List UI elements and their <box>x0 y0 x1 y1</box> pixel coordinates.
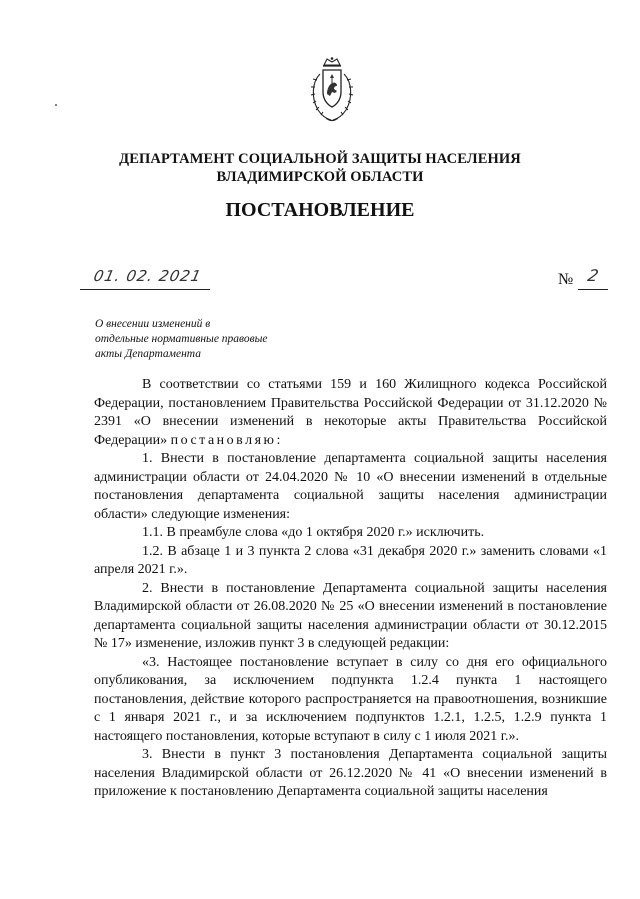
subject-line: отдельные нормативные правовые <box>95 333 268 345</box>
number-field <box>578 266 608 290</box>
paragraph-preamble <box>94 376 607 450</box>
resolving-word: постановляю: <box>170 432 283 448</box>
handwritten-number: 2 <box>585 266 601 285</box>
subject-line: акты Департамента <box>95 348 202 360</box>
document-type-title: ПОСТАНОВЛЕНИЕ <box>225 199 415 221</box>
paragraph-item-1-2: 1.2. В абзаце 1 и 3 пункта 2 слова «31 декабря 2020 г.» заменить словами «1 апреля 2021 г.». <box>94 543 607 577</box>
paragraph-item-3: 3. Внести в пункт 3 постановления Департамента социальной защиты населения Владимирской области от 26.12.2020 № 41 «О внесении изменений в приложение к постановлению Департамента социальной защиты населения <box>94 747 607 799</box>
subject-line: О внесении изменений в <box>95 318 211 330</box>
number-label: № <box>558 271 574 288</box>
preamble-text: В соответствии со статьями 159 и 160 Жилищного кодекса Российской Федерации, постановлением Правительства Российской Федерации от 31.12.2020 № 2391 «О внесении изменений в некоторые акты Правительства Российской Федерации» <box>94 377 607 448</box>
paragraph-item-1: 1. Внести в постановление департамента социальной защиты населения администрации области от 24.04.2020 № 10 «О внесении изменений в отдельные постановления департамента социальной защиты населения администрации области» следующие изменения: <box>94 451 607 522</box>
paragraph-item-2-quote: «3. Настоящее постановление вступает в силу со дня его официального опубликования, за исключением подпункта 1.2.4 пункта 1 настоящего постановления, действие которого распространяется на правоотношения, возникшие с 1 января 2021 г., и за исключением подпунктов 1.2.1, 1.2.5, 1.2.9 пункта 1 настоящего постановления, которые вступают в силу с 1 июля 2021 г.». <box>94 654 607 744</box>
coat-of-arms-icon <box>308 56 356 124</box>
paragraph-item-1-1: 1.1. В преамбуле слова «до 1 октября 2020 г.» исключить. <box>142 525 485 540</box>
document-body <box>94 376 607 802</box>
subject-block <box>95 317 355 362</box>
department-name-line1: ДЕПАРТАМЕНТ СОЦИАЛЬНОЙ ЗАЩИТЫ НАСЕЛЕНИЯ <box>119 151 521 167</box>
date-field <box>80 267 210 290</box>
department-name-line2: ВЛАДИМИРСКОЙ ОБЛАСТИ <box>216 169 424 185</box>
paragraph-item-2: 2. Внести в постановление Департамента социальной защиты населения Владимирской области от 26.08.2020 № 25 «О внесении изменений в постановление департамента социальной защиты населения администрации области от 30.12.2015 № 17» изменение, изложив пункт 3 в следующей редакции: <box>94 580 607 651</box>
handwritten-date: 01. 02. 2021 <box>92 267 204 285</box>
scan-speck <box>55 104 57 106</box>
